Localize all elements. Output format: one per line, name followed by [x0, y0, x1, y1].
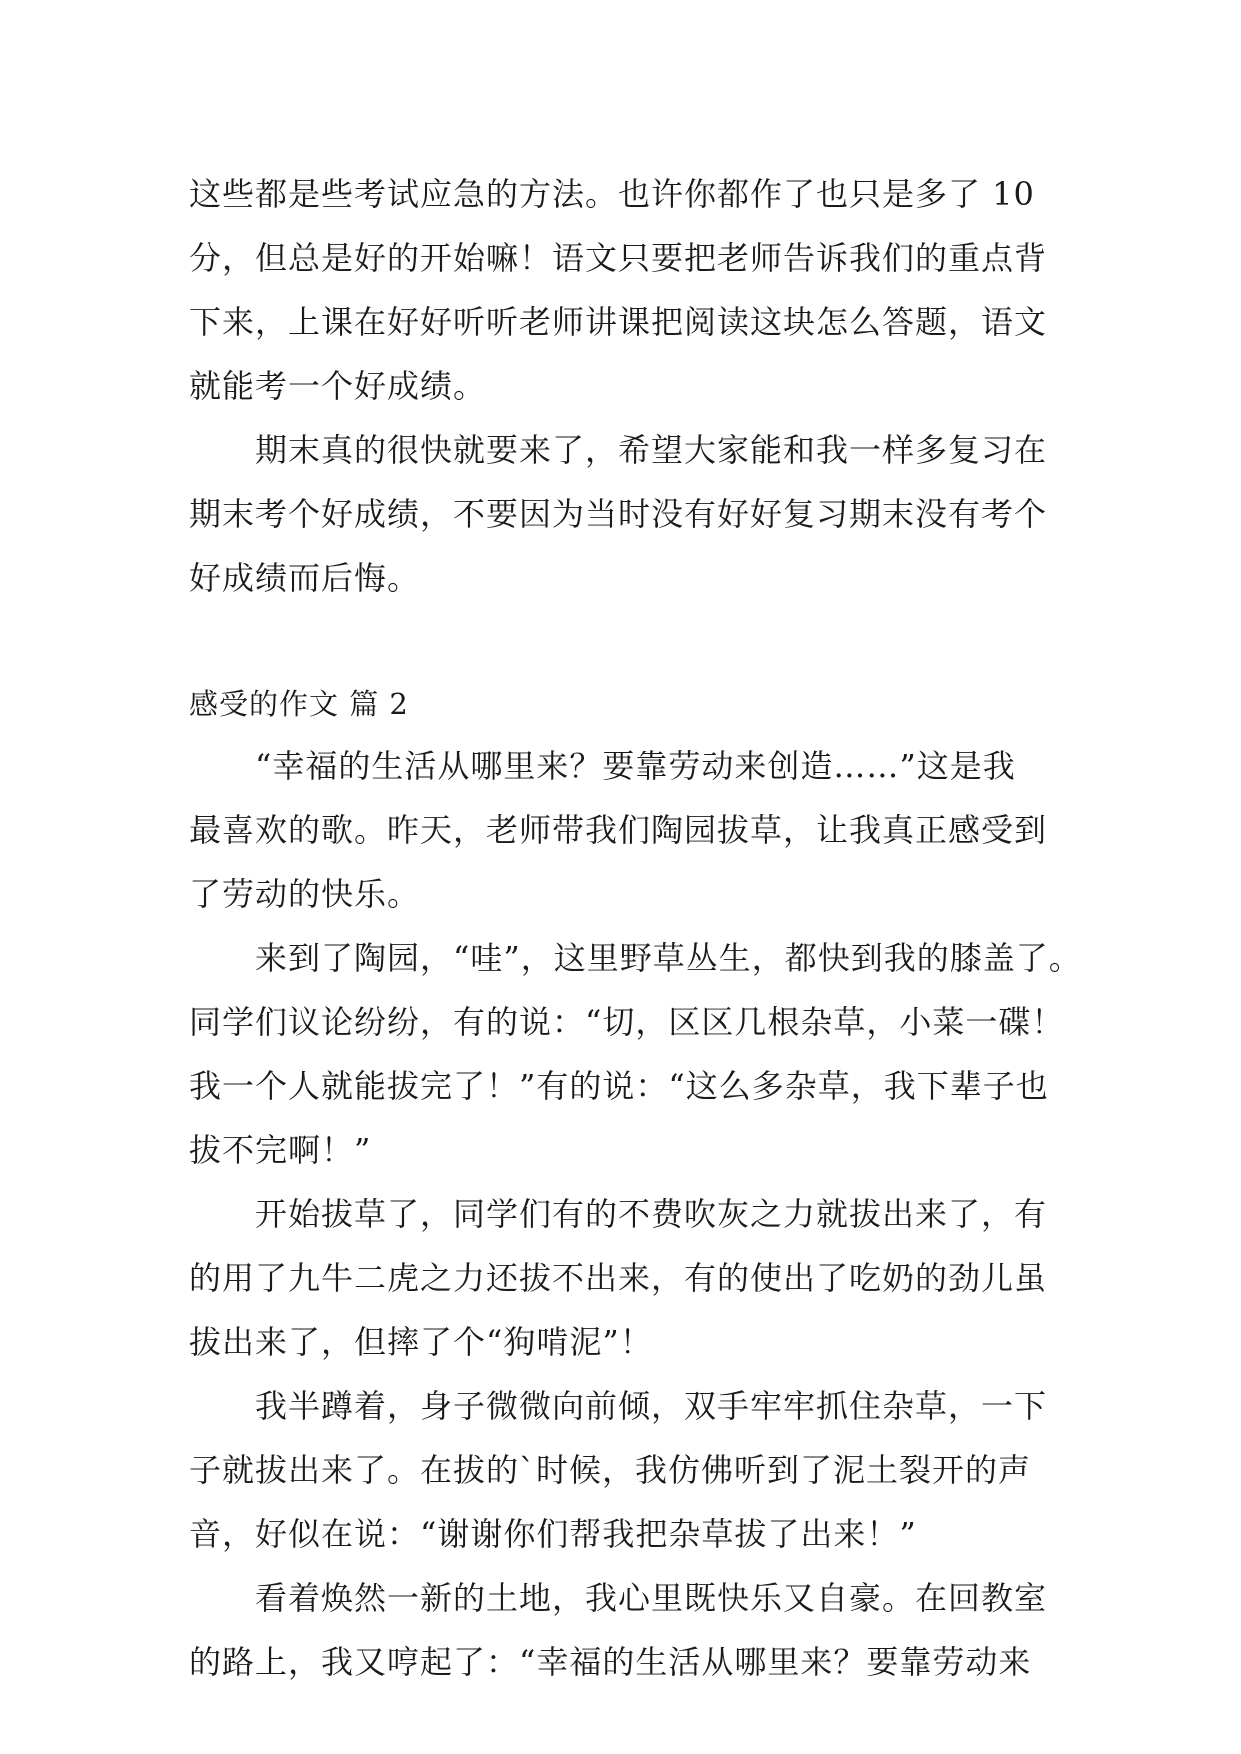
- paragraph: [189, 734, 1054, 926]
- text-line: 的路上，我又哼起了：“幸福的生活从哪里来？要靠劳动来: [189, 1643, 1032, 1681]
- text-line: 的用了九牛二虎之力还拔不出来，有的使出了吃奶的劲儿虽: [189, 1259, 1048, 1297]
- document-body: [189, 162, 1082, 1694]
- text-line: 开始拔草了，同学们有的不费吹灰之力就拔出来了，有: [255, 1195, 1048, 1233]
- text-line: 期末真的很快就要来了，希望大家能和我一样多复习在: [255, 431, 1048, 469]
- text-line: 拔不完啊！”: [189, 1131, 372, 1169]
- paragraph: [189, 418, 1054, 610]
- paragraph: [189, 1182, 1054, 1374]
- text-line: 音，好似在说：“谢谢你们帮我把杂草拔了出来！”: [189, 1515, 917, 1553]
- text-line: 我一个人就能拔完了！”有的说：“这么多杂草，我下辈子也: [189, 1067, 1049, 1105]
- text-line: 子就拔出来了。在拔的`时候，我仿佛听到了泥土裂开的声: [189, 1451, 1032, 1489]
- paragraph: [189, 1374, 1054, 1566]
- text-line: 就能考一个好成绩。: [189, 367, 487, 405]
- text-line: 了劳动的快乐。: [189, 875, 421, 913]
- text-line: “幸福的生活从哪里来？要靠劳动来创造……”这是我: [255, 747, 1016, 785]
- section-title: 感受的作文 篇 2: [189, 687, 409, 721]
- text-line: 下来，上课在好好听听老师讲课把阅读这块怎么答题，语文: [189, 303, 1048, 341]
- text-line: 看着焕然一新的土地，我心里既快乐又自豪。在回教室: [255, 1579, 1048, 1617]
- text-line: 同学们议论纷纷，有的说：“切，区区几根杂草，小菜一碟！: [189, 1003, 1065, 1041]
- paragraph: [189, 162, 1054, 418]
- text-line: 我半蹲着，身子微微向前倾，双手牢牢抓住杂草，一下: [255, 1387, 1048, 1425]
- text-line: 这些都是些考试应急的方法。也许你都作了也只是多了 10: [189, 175, 1035, 213]
- section-gap: [189, 610, 1054, 674]
- paragraph: [189, 926, 1082, 1182]
- text-line: 最喜欢的歌。昨天，老师带我们陶园拔草，让我真正感受到: [189, 811, 1048, 849]
- paragraph: [189, 1566, 1054, 1694]
- text-line: 分，但总是好的开始嘛！语文只要把老师告诉我们的重点背: [189, 239, 1048, 277]
- text-line: 来到了陶园，“哇”，这里野草丛生，都快到我的膝盖了。: [255, 939, 1082, 977]
- text-line: 拔出来了，但摔了个“狗啃泥”！: [189, 1323, 653, 1361]
- text-line: 期末考个好成绩，不要因为当时没有好好复习期末没有考个: [189, 495, 1048, 533]
- text-line: 好成绩而后悔。: [189, 559, 421, 597]
